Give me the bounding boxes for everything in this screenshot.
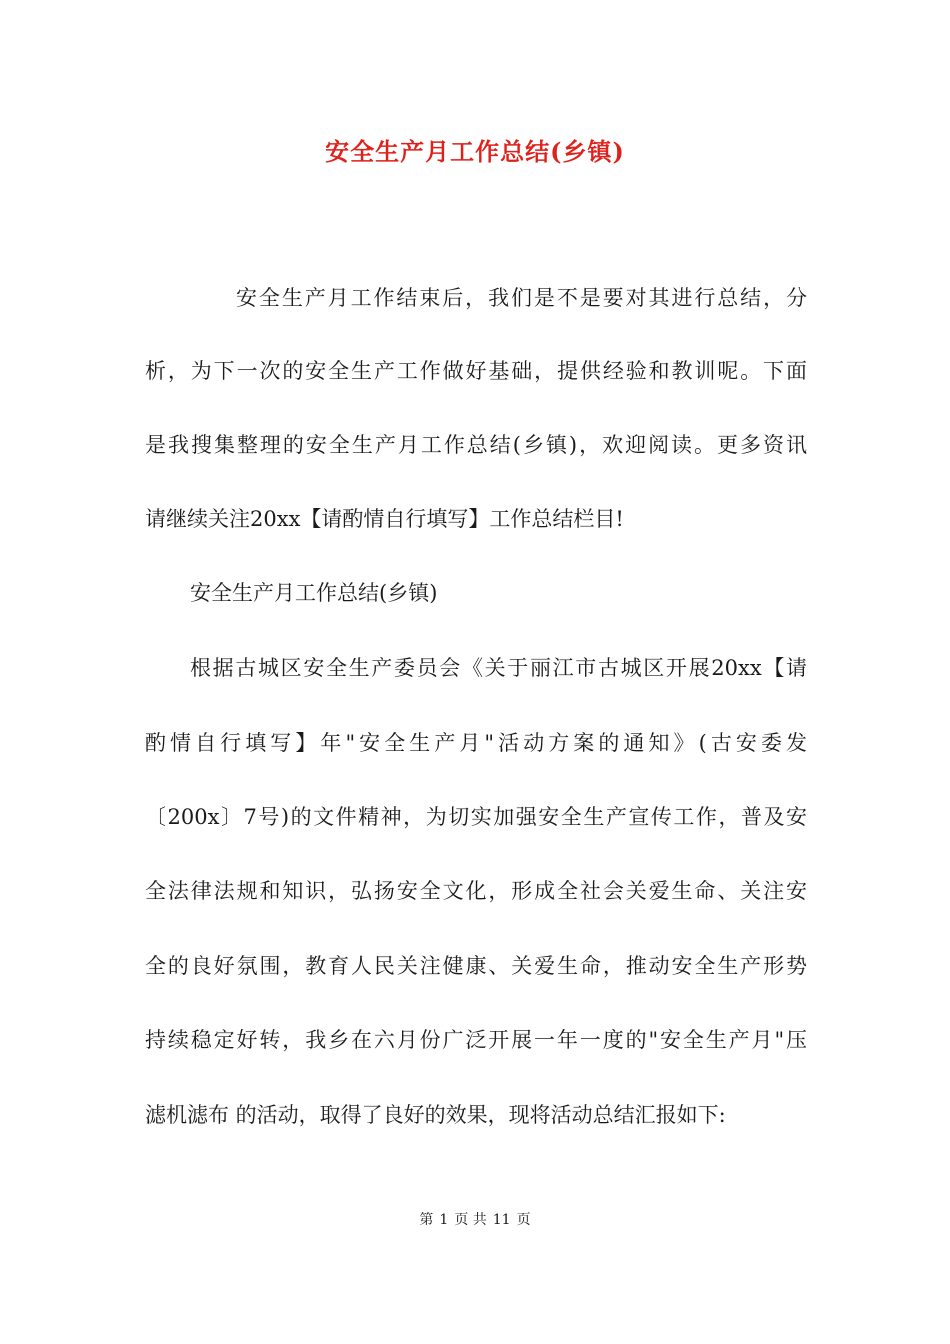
paragraph-line: 持续稳定好转，我乡在六月份广泛开展一年一度的"安全生产月"压 (145, 1028, 807, 1052)
paragraph-line: 是我搜集整理的安全生产月工作总结(乡镇)，欢迎阅读。更多资讯 (145, 433, 807, 457)
footer-total-pages: 11 (492, 1212, 511, 1228)
paragraph-line: 〔200x〕7号)的文件精神，为切实加强安全生产宣传工作，普及安 (145, 805, 807, 829)
footer-page-number: 1 (439, 1212, 449, 1228)
paragraph-line: 酌情自行填写】年"安全生产月"活动方案的通知》(古安委发 (145, 731, 807, 755)
page-footer (0, 1209, 950, 1229)
paragraph-line: 根据古城区安全生产委员会《关于丽江市古城区开展20xx【请 (190, 656, 807, 680)
paragraph-line: 全法律法规和知识，弘扬安全文化，形成全社会关爱生命、关注安 (145, 879, 807, 903)
paragraph-line: 安全生产月工作结束后，我们是不是要对其进行总结，分 (236, 286, 807, 310)
footer-middle: 页 共 (454, 1212, 487, 1228)
paragraph-line: 请继续关注20xx【请酌情自行填写】工作总结栏目! (145, 507, 624, 531)
document-title: 安全生产月工作总结(乡镇) (325, 137, 625, 166)
footer-prefix: 第 (419, 1212, 434, 1228)
section-heading: 安全生产月工作总结(乡镇) (190, 581, 438, 605)
paragraph-line: 滤机滤布 的活动，取得了良好的效果，现将活动总结汇报如下: (145, 1103, 726, 1127)
footer-suffix: 页 (516, 1212, 531, 1228)
paragraph-line: 析，为下一次的安全生产工作做好基础，提供经验和教训呢。下面 (145, 359, 807, 383)
paragraph-line: 全的良好氛围，教育人民关注健康、关爱生命，推动安全生产形势 (145, 954, 807, 978)
